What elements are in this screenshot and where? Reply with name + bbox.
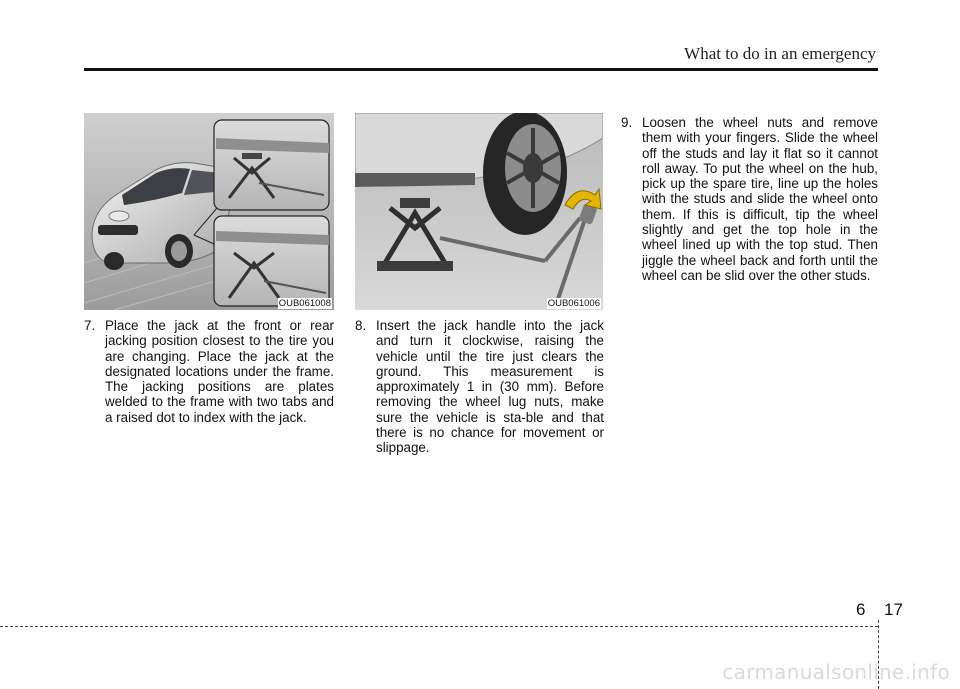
header-divider	[84, 68, 878, 71]
watermark: carmanualsonline.info	[722, 660, 950, 684]
step-8	[355, 318, 604, 456]
chapter-number: 6	[856, 600, 866, 619]
figure-code: OUB061006	[547, 298, 600, 309]
step-number: 7.	[84, 318, 96, 333]
section-title: What to do in an emergency	[684, 44, 876, 63]
figure-jack-handle	[355, 113, 603, 310]
step-7	[84, 318, 334, 425]
page-number: 17	[884, 600, 903, 619]
step-text: Place the jack at the front or rear jacking position closest to the tire you are changing. Place the jack at the designated locations under the frame. The jacking positions are plates welded to the frame with two tabs and a raised dot to index with the jack.	[105, 318, 334, 425]
step-number: 8.	[355, 318, 367, 333]
footer-divider	[0, 626, 878, 627]
jack-handle-illustration	[355, 113, 603, 310]
figure-jack-positions	[84, 113, 334, 310]
step-text: Insert the jack handle into the jack and turn it clockwise, raising the vehicle until the tire just clears the ground. This measurement is approximately 1 in (30 mm). Before removing the wheel lug nuts, make sure the vehicle is sta-ble and that there is no chance for movement or slippage.	[376, 318, 604, 456]
step-9	[621, 115, 878, 283]
jack-positions-illustration	[84, 113, 334, 310]
figure-code: OUB061008	[278, 298, 331, 309]
step-text: Loosen the wheel nuts and remove them with your fingers. Slide the wheel off the studs and lay it flat so it cannot roll away. To put the wheel on the hub, pick up the spare tire, line up the holes with the studs and slide the wheel onto them. If this is difficult, tip the wheel slightly and get the top hole in the wheel lined up with the top stud. Then jiggle the wheel back and forth until the wheel can be slid over the other studs.	[642, 115, 878, 283]
step-number: 9.	[621, 115, 633, 130]
